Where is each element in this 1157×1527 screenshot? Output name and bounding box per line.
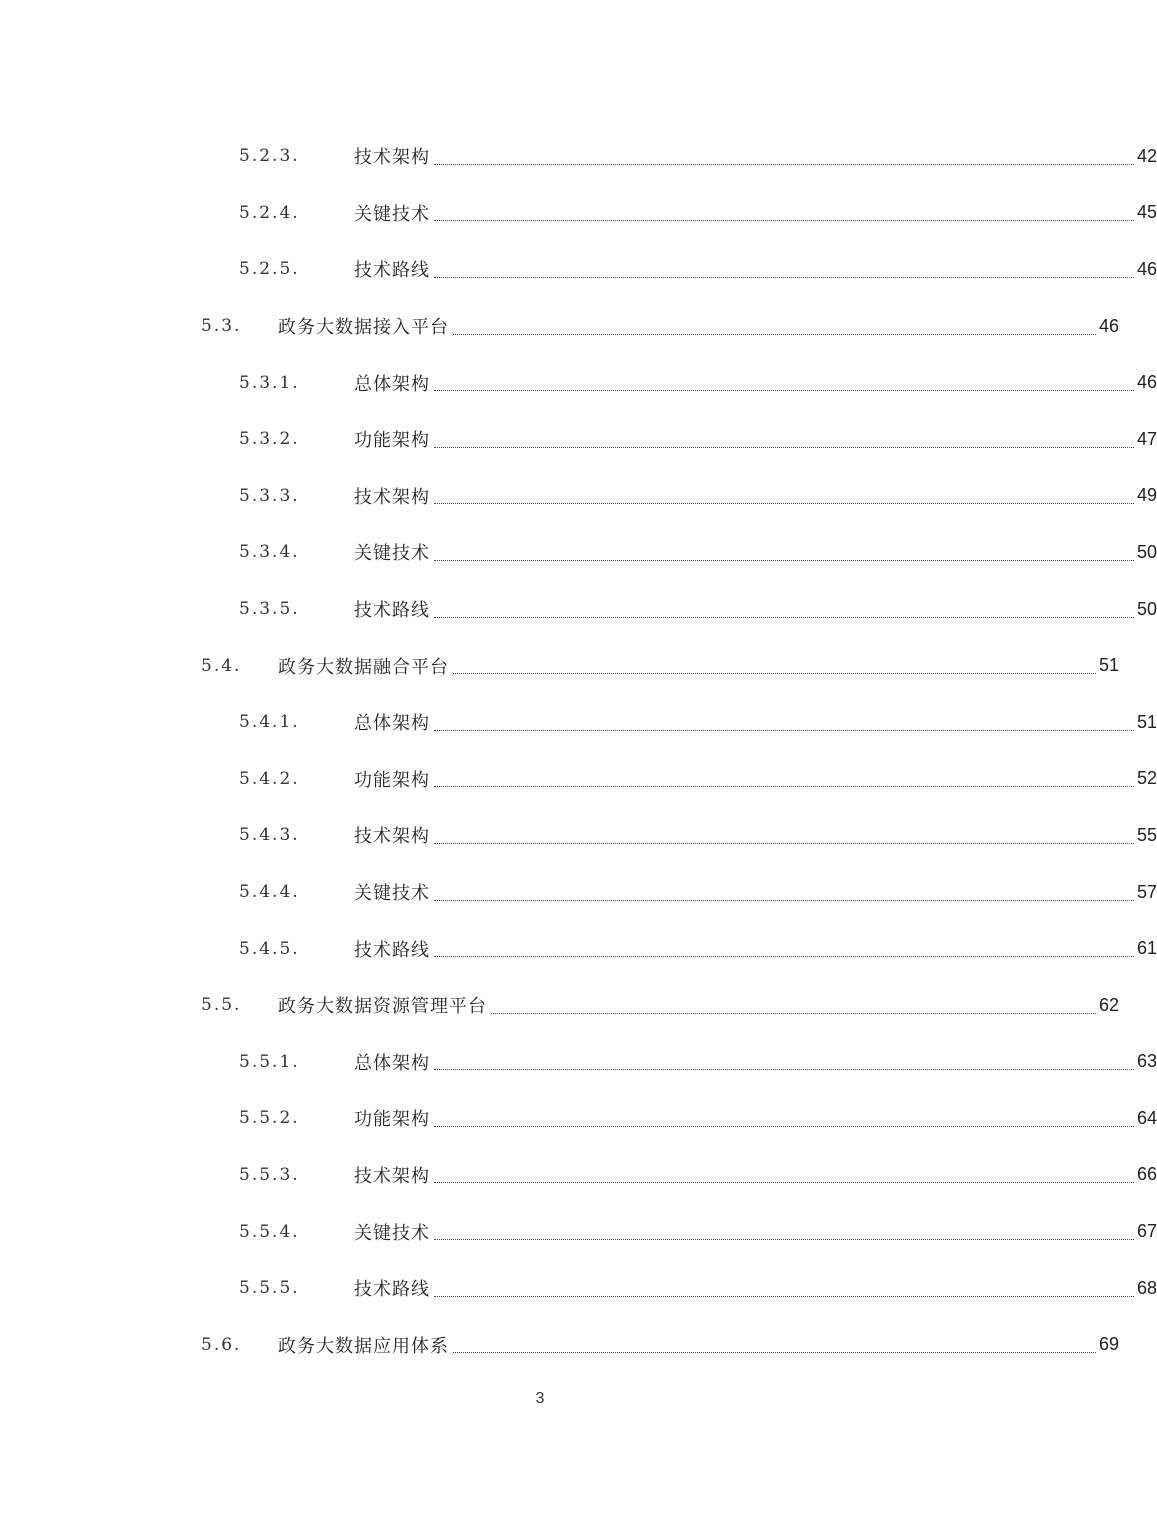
toc-entry-title[interactable]: 关键技术	[354, 1222, 430, 1244]
toc-entry-page-number[interactable]: 51	[1098, 655, 1119, 676]
toc-dot-leader	[453, 1330, 1096, 1353]
toc-entry-number: 5.4.3.	[239, 825, 300, 846]
toc-entry-title[interactable]: 技术路线	[354, 939, 430, 961]
toc-entry-number: 5.2.4.	[239, 202, 300, 223]
toc-entry-page-number[interactable]: 42	[1136, 145, 1157, 166]
toc-entry-title[interactable]: 功能架构	[354, 430, 430, 452]
toc-entry[interactable]	[0, 1090, 1157, 1147]
toc-entry-title[interactable]: 总体架构	[354, 713, 430, 735]
toc-entry-title[interactable]: 总体架构	[354, 373, 430, 395]
toc-entry-page-number[interactable]: 67	[1136, 1221, 1157, 1242]
toc-entry-page-number[interactable]: 51	[1136, 711, 1157, 732]
toc-entry-title[interactable]: 技术架构	[354, 147, 430, 169]
toc-entry-title[interactable]: 技术架构	[354, 486, 430, 508]
toc-dot-leader	[434, 538, 1134, 561]
toc-entry[interactable]	[0, 807, 1157, 864]
toc-dot-leader	[434, 708, 1134, 731]
toc-dot-leader	[434, 142, 1134, 165]
toc-entry-page-number[interactable]: 63	[1136, 1051, 1157, 1072]
table-of-contents	[0, 128, 1157, 1373]
toc-entry[interactable]	[0, 864, 1157, 921]
toc-entry-page-number[interactable]: 61	[1136, 938, 1157, 959]
toc-entry[interactable]	[0, 298, 1119, 355]
toc-entry[interactable]	[0, 524, 1157, 581]
toc-entry-page-number[interactable]: 49	[1136, 485, 1157, 506]
toc-entry-number: 5.5.1.	[239, 1051, 300, 1072]
toc-entry-title[interactable]: 政务大数据应用体系	[278, 1335, 449, 1357]
toc-entry-title[interactable]: 关键技术	[354, 203, 430, 225]
toc-entry-number: 5.6.	[201, 1334, 242, 1355]
toc-entry-number: 5.3.3.	[239, 485, 300, 506]
toc-entry-number: 5.4.4.	[239, 882, 300, 903]
toc-dot-leader	[453, 651, 1096, 674]
toc-entry-title[interactable]: 技术路线	[354, 1279, 430, 1301]
toc-dot-leader	[434, 1104, 1134, 1127]
toc-entry[interactable]	[0, 1316, 1119, 1373]
toc-entry-number: 5.3.1.	[239, 372, 300, 393]
toc-entry-page-number[interactable]: 55	[1136, 824, 1157, 845]
toc-entry-number: 5.5.	[201, 995, 242, 1016]
toc-entry-title[interactable]: 技术路线	[354, 600, 430, 622]
toc-dot-leader	[434, 1274, 1134, 1297]
toc-dot-leader	[491, 991, 1096, 1014]
toc-dot-leader	[434, 878, 1134, 901]
toc-entry[interactable]	[0, 694, 1157, 751]
toc-entry[interactable]	[0, 411, 1157, 468]
toc-entry-page-number[interactable]: 46	[1136, 258, 1157, 279]
toc-entry-number: 5.2.3.	[239, 146, 300, 167]
toc-entry-title[interactable]: 总体架构	[354, 1052, 430, 1074]
toc-entry-title[interactable]: 政务大数据接入平台	[278, 317, 449, 339]
toc-entry-number: 5.5.5.	[239, 1278, 300, 1299]
toc-entry-number: 5.3.	[201, 316, 242, 337]
toc-entry-page-number[interactable]: 68	[1136, 1277, 1157, 1298]
toc-dot-leader	[434, 821, 1134, 844]
toc-entry-title[interactable]: 技术架构	[354, 826, 430, 848]
toc-dot-leader	[434, 425, 1134, 448]
toc-entry-number: 5.4.1.	[239, 712, 300, 733]
toc-entry-number: 5.3.4.	[239, 542, 300, 563]
toc-entry-page-number[interactable]: 69	[1098, 1334, 1119, 1355]
toc-entry-title[interactable]: 关键技术	[354, 883, 430, 905]
toc-dot-leader	[434, 595, 1134, 618]
toc-dot-leader	[434, 368, 1134, 391]
toc-entry[interactable]	[0, 751, 1157, 808]
toc-entry-title[interactable]: 功能架构	[354, 1109, 430, 1131]
toc-dot-leader	[453, 312, 1096, 335]
toc-entry[interactable]	[0, 920, 1157, 977]
toc-entry-page-number[interactable]: 57	[1136, 881, 1157, 902]
toc-entry[interactable]	[0, 1260, 1157, 1317]
toc-entry[interactable]	[0, 185, 1157, 242]
toc-entry-page-number[interactable]: 47	[1136, 428, 1157, 449]
toc-entry-page-number[interactable]: 45	[1136, 202, 1157, 223]
toc-entry-title[interactable]: 政务大数据资源管理平台	[278, 996, 487, 1018]
toc-entry-number: 5.4.5.	[239, 938, 300, 959]
toc-entry-title[interactable]: 政务大数据融合平台	[278, 656, 449, 678]
toc-entry-number: 5.4.	[201, 655, 242, 676]
toc-entry[interactable]	[0, 581, 1157, 638]
toc-entry-number: 5.2.5.	[239, 259, 300, 280]
toc-entry-page-number[interactable]: 50	[1136, 598, 1157, 619]
toc-entry-title[interactable]: 技术架构	[354, 1165, 430, 1187]
toc-entry-page-number[interactable]: 50	[1136, 541, 1157, 562]
toc-dot-leader	[434, 1217, 1134, 1240]
toc-entry[interactable]	[0, 468, 1157, 525]
toc-entry-number: 5.5.3.	[239, 1164, 300, 1185]
toc-entry-page-number[interactable]: 66	[1136, 1164, 1157, 1185]
toc-entry[interactable]	[0, 128, 1157, 185]
toc-dot-leader	[434, 255, 1134, 278]
toc-entry[interactable]	[0, 977, 1119, 1034]
toc-dot-leader	[434, 1047, 1134, 1070]
toc-entry-page-number[interactable]: 46	[1098, 315, 1119, 336]
toc-entry-number: 5.4.2.	[239, 768, 300, 789]
toc-dot-leader	[434, 1160, 1134, 1183]
toc-entry[interactable]	[0, 1147, 1157, 1204]
toc-entry-title[interactable]: 功能架构	[354, 769, 430, 791]
toc-entry[interactable]	[0, 241, 1157, 298]
toc-entry-page-number[interactable]: 62	[1098, 994, 1119, 1015]
toc-dot-leader	[434, 481, 1134, 504]
page-number-footer: 3	[535, 1390, 545, 1407]
toc-entry[interactable]	[0, 1203, 1157, 1260]
toc-entry-title[interactable]: 技术路线	[354, 260, 430, 282]
toc-entry-number: 5.5.4.	[239, 1221, 300, 1242]
toc-dot-leader	[434, 934, 1134, 957]
toc-dot-leader	[434, 764, 1134, 787]
toc-entry-page-number[interactable]: 64	[1136, 1107, 1157, 1128]
toc-entry[interactable]	[0, 1034, 1157, 1091]
toc-entry-number: 5.3.2.	[239, 429, 300, 450]
toc-entry[interactable]	[0, 354, 1157, 411]
toc-entry-title[interactable]: 关键技术	[354, 543, 430, 565]
toc-entry-page-number[interactable]: 52	[1136, 768, 1157, 789]
toc-entry-number: 5.3.5.	[239, 599, 300, 620]
toc-entry-number: 5.5.2.	[239, 1108, 300, 1129]
toc-entry-page-number[interactable]: 46	[1136, 372, 1157, 393]
toc-dot-leader	[434, 198, 1134, 221]
toc-entry[interactable]	[0, 637, 1119, 694]
